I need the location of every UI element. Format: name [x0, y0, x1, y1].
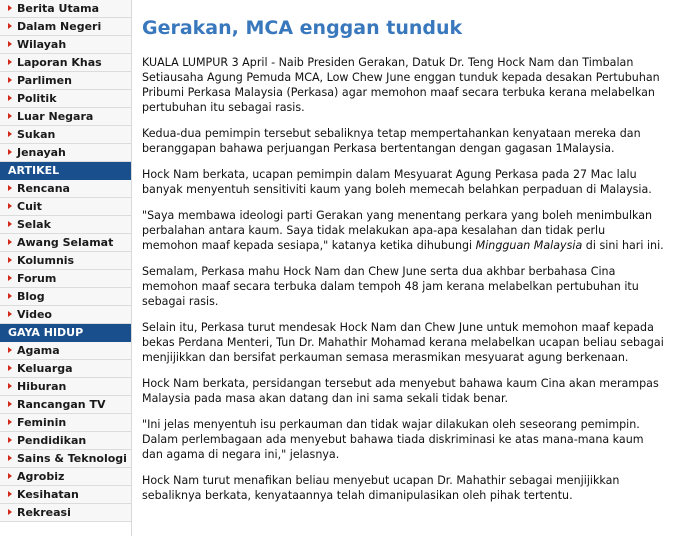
nav-item-feminin[interactable]: Feminin [0, 414, 131, 432]
nav-item-dalam-negeri[interactable]: Dalam Negeri [0, 18, 131, 36]
nav-item-cuit[interactable]: Cuit [0, 198, 131, 216]
nav-item-hiburan[interactable]: Hiburan [0, 378, 131, 396]
arrow-icon [8, 59, 12, 65]
article-paragraph-quote [142, 208, 664, 253]
nav-item-forum[interactable]: Forum [0, 270, 131, 288]
nav-item-kesihatan[interactable]: Kesihatan [0, 486, 131, 504]
arrow-icon [8, 311, 12, 317]
arrow-icon [8, 347, 12, 353]
nav-item-politik[interactable]: Politik [0, 90, 131, 108]
nav-item-laporan-khas[interactable]: Laporan Khas [0, 54, 131, 72]
nav-item-rencana[interactable]: Rencana [0, 180, 131, 198]
nav-item-jenayah[interactable]: Jenayah [0, 144, 131, 162]
arrow-icon [8, 455, 12, 461]
nav-item-agama[interactable]: Agama [0, 342, 131, 360]
arrow-icon [8, 113, 12, 119]
article-content [142, 0, 664, 536]
nav-item-selak[interactable]: Selak [0, 216, 131, 234]
nav-item-video[interactable]: Video [0, 306, 131, 324]
arrow-icon [8, 203, 12, 209]
article-paragraph: Hock Nam berkata, persidangan tersebut ada menyebut bahawa kaum Cina akan merampas Malaysia pada masa akan datang dan ini sama sekali tidak benar. [142, 377, 659, 405]
arrow-icon [8, 221, 12, 227]
arrow-icon [8, 275, 12, 281]
arrow-icon [8, 365, 12, 371]
nav-item-rancangan-tv[interactable]: Rancangan TV [0, 396, 131, 414]
article-paragraph: Hock Nam turut menafikan beliau menyebut ucapan Dr. Mahathir sebagai menjijikkan sebaliknya berkata, kenyataannya telah dimanipulasikan oleh pihak tertentu. [142, 474, 620, 502]
article-paragraph: Kedua-dua pemimpin tersebut sebaliknya tetap mempertahankan kenyataan mereka dan beranggapan bahawa perjuangan Perkasa bertentangan dengan gagasan 1Malaysia. [142, 127, 641, 155]
nav-item-luar-negara[interactable]: Luar Negara [0, 108, 131, 126]
sidebar-nav [0, 0, 132, 536]
arrow-icon [8, 491, 12, 497]
quote-text: "Saya membawa ideologi parti Gerakan yang menentang perkara yang boleh menimbulkan perbalahan antara kaum. Saya tidak melakukan apa-apa kesalahan dan tidak perlu memohon maaf kepada sesiapa," katanya ketika dihubungi [142, 209, 653, 252]
arrow-icon [8, 131, 12, 137]
nav-item-parlimen[interactable]: Parlimen [0, 72, 131, 90]
nav-item-sains-teknologi[interactable]: Sains & Teknologi [0, 450, 131, 468]
nav-item-keluarga[interactable]: Keluarga [0, 360, 131, 378]
article-paragraph: KUALA LUMPUR 3 April - Naib Presiden Gerakan, Datuk Dr. Teng Hock Nam dan Timbalan Setiausaha Agung Pemuda MCA, Low Chew June enggan tunduk kepada desakan Pertubuhan Pribumi Perkasa Malaysia (Perkasa) agar memohon maaf secara terbuka kerana melabelkan pertubuhan itu sebagai rasis. [142, 56, 660, 114]
nav-item-agrobiz[interactable]: Agrobiz [0, 468, 131, 486]
arrow-icon [8, 185, 12, 191]
article-paragraph: Selain itu, Perkasa turut mendesak Hock Nam dan Chew June untuk memohon maaf kepada bekas Perdana Menteri, Tun Dr. Mahathir Mohamad kerana melabelkan ucapan beliau sebagai menjijikkan dan bersifat perkauman semasa merasmikan mesyuarat agung berkenaan. [142, 321, 664, 364]
arrow-icon [8, 293, 12, 299]
newspaper-name: Mingguan Malaysia [475, 239, 583, 252]
article-title: Gerakan, MCA enggan tunduk [142, 17, 463, 39]
arrow-icon [8, 77, 12, 83]
nav-item-awang-selamat[interactable]: Awang Selamat [0, 234, 131, 252]
nav-item-sukan[interactable]: Sukan [0, 126, 131, 144]
arrow-icon [8, 419, 12, 425]
article-paragraph: "Ini jelas menyentuh isu perkauman dan tidak wajar dilakukan oleh seseorang pemimpin. Dalam perlembagaan ada menyebut bahawa tiada diskriminasi ke atas mana-mana kaum dan agama di negara ini," jelasnya. [142, 418, 644, 461]
arrow-icon [8, 5, 12, 11]
arrow-icon [8, 509, 12, 515]
quote-tail: di sini hari ini. [582, 239, 664, 252]
nav-item-pendidikan[interactable]: Pendidikan [0, 432, 131, 450]
section-header-gaya-hidup: GAYA HIDUP [0, 324, 131, 342]
arrow-icon [8, 239, 12, 245]
nav-item-kolumnis[interactable]: Kolumnis [0, 252, 131, 270]
nav-item-rekreasi[interactable]: Rekreasi [0, 504, 131, 522]
arrow-icon [8, 437, 12, 443]
arrow-icon [8, 257, 12, 263]
nav-item-blog[interactable]: Blog [0, 288, 131, 306]
arrow-icon [8, 23, 12, 29]
nav-item-berita-utama[interactable]: Berita Utama [0, 0, 131, 18]
arrow-icon [8, 95, 12, 101]
arrow-icon [8, 473, 12, 479]
article-body [142, 55, 664, 503]
arrow-icon [8, 383, 12, 389]
arrow-icon [8, 149, 12, 155]
section-header-artikel: ARTIKEL [0, 162, 131, 180]
article-paragraph: Semalam, Perkasa mahu Hock Nam dan Chew June serta dua akhbar berbahasa Cina memohon maaf secara terbuka dalam tempoh 48 jam kerana melabelkan pertubuhan itu sebagai rasis. [142, 265, 639, 308]
article-paragraph: Hock Nam berkata, ucapan pemimpin dalam Mesyuarat Agung Perkasa pada 27 Mac lalu banyak menyentuh sensitiviti kaum yang boleh memecah belahkan perpaduan di Malaysia. [142, 168, 652, 196]
nav-item-wilayah[interactable]: Wilayah [0, 36, 131, 54]
arrow-icon [8, 41, 12, 47]
arrow-icon [8, 401, 12, 407]
